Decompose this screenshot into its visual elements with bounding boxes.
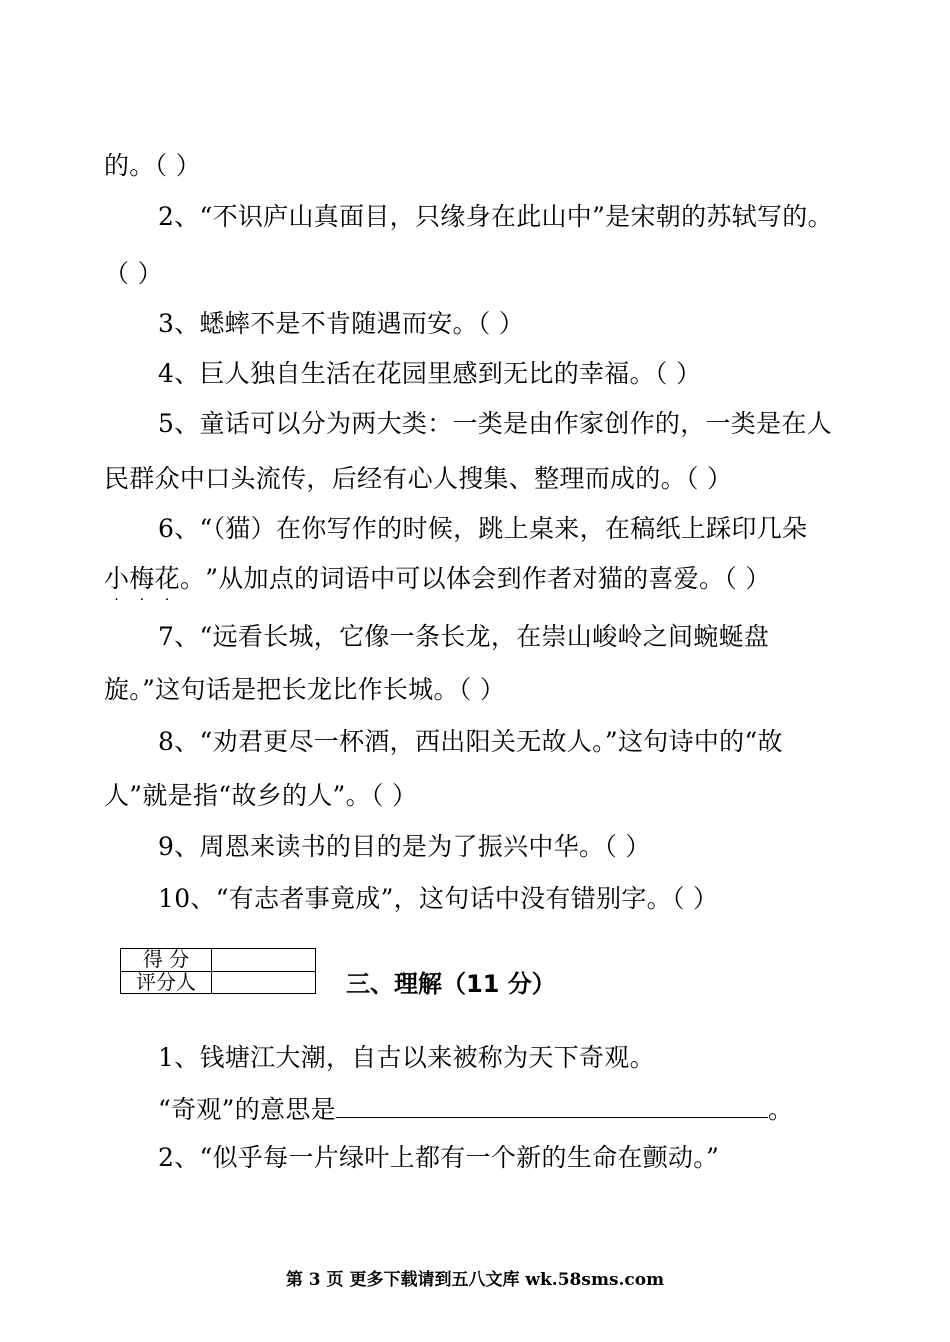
question-8-line-1: 8、“劝君更尽一杯酒，西出阳关无故人。”这句诗中的“故 [158, 727, 783, 756]
emphasis-dotted-phrase [104, 563, 206, 608]
grader-row [121, 971, 316, 994]
comprehension-q2: 2、“似乎每一片绿叶上都有一个新的生命在颤动。” [158, 1143, 720, 1172]
question-9: 9、周恩来读书的目的是为了振兴中华。（ ） [158, 832, 651, 861]
question-6-line-1: 6、“（猫）在你写作的时候，跳上桌来，在稿纸上踩印几朵 [158, 514, 808, 543]
grader-cell[interactable] [212, 971, 316, 994]
score-row [121, 949, 316, 972]
comprehension-q1-prompt: “奇观”的意思是 [158, 1095, 336, 1124]
score-table [120, 948, 316, 994]
section-title: 三、理解（11 分） [346, 970, 556, 998]
comprehension-q1-end: 。 [767, 1095, 794, 1124]
question-7-line-1: 7、“远看长城，它像一条长龙，在崇山峻岭之间蜿蜒盘 [158, 622, 770, 651]
question-5-line-2: 民群众中口头流传，后经有心人搜集、整理而成的。（ ） [104, 464, 733, 493]
question-2-line-2: （ ） [104, 259, 163, 288]
score-cell[interactable] [212, 949, 316, 972]
question-10: 10、“有志者事竟成”，这句话中没有错别字。（ ） [158, 884, 719, 913]
emphasis-dot: · [114, 592, 120, 608]
emphasis-dotted-text: 小梅花。 [104, 564, 206, 593]
answer-blank[interactable] [336, 1093, 768, 1118]
question-3: 3、蟋蟀不是不肯随遇而安。（ ） [158, 309, 525, 338]
comprehension-q1: 1、钱塘江大潮，自古以来被称为天下奇观。 [158, 1043, 655, 1072]
question-8-line-2: 人”就是指“故乡的人”。（ ） [104, 781, 418, 810]
grader-label: 评分人 [121, 971, 212, 994]
emphasis-dot: · [139, 592, 145, 608]
question-5-line-1: 5、童话可以分为两大类：一类是由作家创作的，一类是在人 [158, 409, 833, 438]
question-6-line-2 [104, 563, 771, 608]
page-footer: 第 3 页 更多下载请到五八文库 wk.58sms.com [285, 1270, 665, 1290]
question-4: 4、巨人独自生活在花园里感到无比的幸福。（ ） [158, 359, 702, 388]
question-2-line-1: 2、“不识庐山真面目，只缘身在此山中”是宋朝的苏轼写的。 [158, 202, 833, 231]
score-label: 得 分 [121, 949, 212, 972]
comprehension-q1-answer-line [158, 1093, 793, 1126]
question-7-line-2: 旋。”这句话是把长龙比作长城。（ ） [104, 675, 506, 704]
question-6-line-2-text: ”从加点的词语中可以体会到作者对猫的喜爱。（ ） [205, 564, 771, 593]
emphasis-dot: · [164, 592, 170, 608]
text-line-1: 的。（ ） [104, 151, 201, 180]
emphasis-dots [104, 593, 205, 607]
